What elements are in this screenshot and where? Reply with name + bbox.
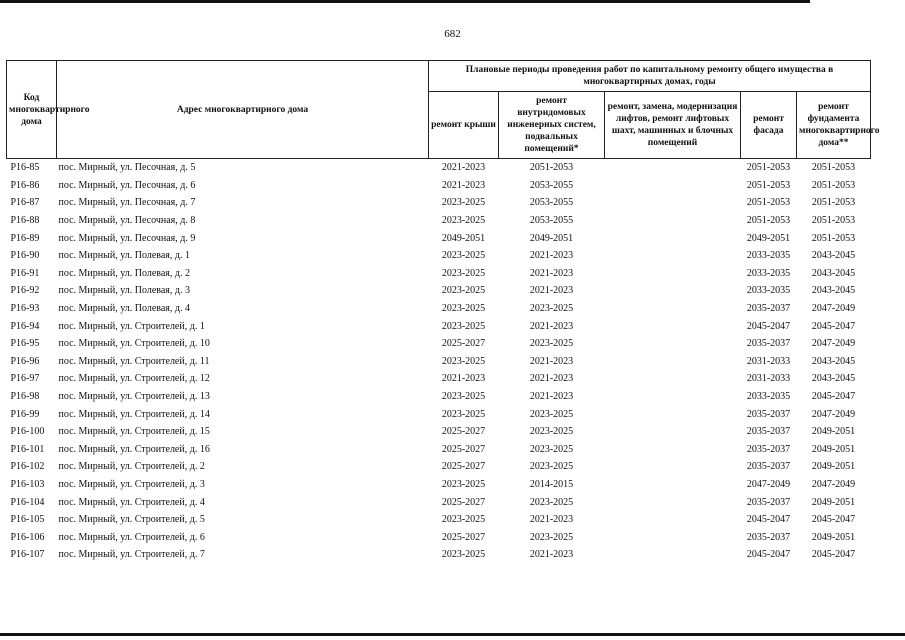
- cell-roof: 2023-2025: [441, 215, 486, 227]
- header-engineering: ремонт внутридомовых инженерных систем, подвальных помещений*: [499, 92, 605, 159]
- page-number: 682: [444, 28, 461, 40]
- cell-roof: 2023-2025: [441, 514, 486, 526]
- cell-code: Р16-98: [10, 391, 40, 403]
- cell-foundation: 2049-2051: [811, 531, 856, 543]
- cell-address: пос. Мирный, ул. Строителей, д. 14: [58, 408, 210, 420]
- cell-roof: 2023-2025: [441, 250, 486, 262]
- cell-roof: 2023-2025: [441, 355, 486, 367]
- table-row: [7, 370, 871, 388]
- cell-foundation: 2049-2051: [811, 443, 856, 455]
- cell-elevators: [605, 177, 741, 195]
- cell-elevators: [605, 194, 741, 212]
- table-row: [7, 405, 871, 423]
- cell-code: Р16-106: [10, 531, 45, 543]
- cell-address: пос. Мирный, ул. Песочная, д. 8: [58, 215, 196, 227]
- cell-elevators: [605, 388, 741, 406]
- cell-elevators: [605, 353, 741, 371]
- cell-facade: 2051-2053: [746, 215, 791, 227]
- cell-roof: 2023-2025: [441, 391, 486, 403]
- cell-roof: 2025-2027: [441, 443, 486, 455]
- cell-elevators: [605, 229, 741, 247]
- cell-elevators: [605, 265, 741, 283]
- table-row: [7, 353, 871, 371]
- cell-code: Р16-93: [10, 303, 40, 315]
- cell-facade: 2033-2035: [746, 250, 791, 262]
- cell-elevators: [605, 441, 741, 459]
- cell-engineering: 2014-2015: [529, 478, 574, 490]
- cell-address: пос. Мирный, ул. Строителей, д. 15: [58, 426, 210, 438]
- table-row: [7, 458, 871, 476]
- cell-address: пос. Мирный, ул. Строителей, д. 11: [58, 355, 210, 367]
- cell-code: Р16-105: [10, 514, 45, 526]
- cell-engineering: 2053-2055: [529, 215, 574, 227]
- table-row: [7, 265, 871, 283]
- table-row: [7, 317, 871, 335]
- cell-roof: 2023-2025: [441, 478, 486, 490]
- cell-address: пос. Мирный, ул. Полевая, д. 1: [58, 250, 190, 262]
- cell-roof: 2021-2023: [441, 179, 486, 191]
- cell-roof: 2023-2025: [441, 408, 486, 420]
- cell-engineering: 2021-2023: [529, 355, 574, 367]
- cell-facade: 2045-2047: [746, 549, 791, 561]
- cell-foundation: 2043-2045: [811, 267, 856, 279]
- cell-code: Р16-85: [10, 162, 40, 174]
- table-body: [7, 159, 871, 564]
- cell-foundation: 2051-2053: [811, 197, 856, 209]
- cell-address: пос. Мирный, ул. Строителей, д. 10: [58, 338, 210, 350]
- cell-engineering: 2021-2023: [529, 549, 574, 561]
- cell-engineering: 2021-2023: [529, 514, 574, 526]
- cell-engineering: 2021-2023: [529, 285, 574, 297]
- cell-facade: 2035-2037: [746, 408, 791, 420]
- cell-facade: 2049-2051: [746, 232, 791, 244]
- cell-elevators: [605, 458, 741, 476]
- cell-facade: 2033-2035: [746, 391, 791, 403]
- cell-roof: 2023-2025: [441, 197, 486, 209]
- cell-address: пос. Мирный, ул. Песочная, д. 5: [58, 162, 196, 174]
- cell-foundation: 2051-2053: [811, 215, 856, 227]
- cell-facade: 2031-2033: [746, 355, 791, 367]
- cell-facade: 2033-2035: [746, 267, 791, 279]
- cell-elevators: [605, 317, 741, 335]
- table-row: [7, 300, 871, 318]
- cell-code: Р16-104: [10, 496, 45, 508]
- cell-roof: 2023-2025: [441, 267, 486, 279]
- table-row: [7, 388, 871, 406]
- cell-engineering: 2023-2025: [529, 496, 574, 508]
- cell-code: Р16-90: [10, 250, 40, 262]
- cell-roof: 2025-2027: [441, 531, 486, 543]
- cell-roof: 2025-2027: [441, 338, 486, 350]
- table-header: [7, 61, 880, 159]
- cell-facade: 2051-2053: [746, 179, 791, 191]
- cell-engineering: 2049-2051: [529, 232, 574, 244]
- table-row: [7, 335, 871, 353]
- cell-roof: 2023-2025: [441, 320, 486, 332]
- header-roof: ремонт крыши: [429, 92, 499, 159]
- cell-address: пос. Мирный, ул. Строителей, д. 6: [58, 531, 205, 543]
- cell-code: Р16-89: [10, 232, 40, 244]
- cell-facade: 2047-2049: [746, 478, 791, 490]
- cell-foundation: 2043-2045: [811, 373, 856, 385]
- cell-roof: 2025-2027: [441, 426, 486, 438]
- cell-address: пос. Мирный, ул. Строителей, д. 3: [58, 478, 205, 490]
- table-row: [7, 177, 871, 195]
- cell-address: пос. Мирный, ул. Строителей, д. 16: [58, 443, 210, 455]
- cell-engineering: 2023-2025: [529, 461, 574, 473]
- header-periods: Плановые периоды проведения работ по капитальному ремонту общего имущества в многоквартирных домах, годы: [429, 61, 871, 92]
- cell-address: пос. Мирный, ул. Строителей, д. 7: [58, 549, 205, 561]
- cell-elevators: [605, 247, 741, 265]
- cell-code: Р16-107: [10, 549, 45, 561]
- cell-engineering: 2021-2023: [529, 267, 574, 279]
- cell-elevators: [605, 300, 741, 318]
- table-row: [7, 423, 871, 441]
- cell-code: Р16-97: [10, 373, 40, 385]
- cell-address: пос. Мирный, ул. Полевая, д. 4: [58, 303, 190, 315]
- cell-elevators: [605, 511, 741, 529]
- header-elevators: ремонт, замена, модернизация лифтов, ремонт лифтовых шахт, машинных и блочных помещений: [605, 92, 741, 159]
- header-foundation: ремонт фундамента многоквартирного дома**: [797, 92, 871, 159]
- cell-foundation: 2043-2045: [811, 250, 856, 262]
- cell-foundation: 2045-2047: [811, 549, 856, 561]
- table-row: [7, 194, 871, 212]
- cell-roof: 2023-2025: [441, 285, 486, 297]
- table-row: [7, 546, 871, 564]
- cell-roof: 2021-2023: [441, 162, 486, 174]
- header-address: Адрес многоквартирного дома: [57, 61, 429, 159]
- cell-engineering: 2023-2025: [529, 426, 574, 438]
- cell-address: пос. Мирный, ул. Полевая, д. 2: [58, 267, 190, 279]
- cell-code: Р16-99: [10, 408, 40, 420]
- cell-foundation: 2049-2051: [811, 461, 856, 473]
- cell-foundation: 2051-2053: [811, 232, 856, 244]
- table-row: [7, 511, 871, 529]
- cell-engineering: 2023-2025: [529, 338, 574, 350]
- cell-elevators: [605, 159, 741, 177]
- cell-facade: 2033-2035: [746, 285, 791, 297]
- cell-facade: 2035-2037: [746, 496, 791, 508]
- cell-foundation: 2049-2051: [811, 426, 856, 438]
- cell-elevators: [605, 546, 741, 564]
- table-row: [7, 493, 871, 511]
- cell-engineering: 2051-2053: [529, 162, 574, 174]
- table-row: [7, 476, 871, 494]
- cell-code: Р16-86: [10, 179, 40, 191]
- cell-foundation: 2045-2047: [811, 514, 856, 526]
- cell-facade: 2035-2037: [746, 443, 791, 455]
- cell-roof: 2025-2027: [441, 461, 486, 473]
- cell-facade: 2035-2037: [746, 426, 791, 438]
- cell-code: Р16-91: [10, 267, 40, 279]
- cell-facade: 2045-2047: [746, 514, 791, 526]
- cell-code: Р16-92: [10, 285, 40, 297]
- top-rule: [0, 0, 810, 3]
- cell-foundation: 2049-2051: [811, 496, 856, 508]
- cell-foundation: 2051-2053: [811, 179, 856, 191]
- cell-roof: 2023-2025: [441, 549, 486, 561]
- cell-foundation: 2045-2047: [811, 320, 856, 332]
- cell-address: пос. Мирный, ул. Полевая, д. 3: [58, 285, 190, 297]
- cell-engineering: 2053-2055: [529, 197, 574, 209]
- cell-engineering: 2023-2025: [529, 443, 574, 455]
- bottom-rule: [0, 633, 905, 636]
- cell-code: Р16-96: [10, 355, 40, 367]
- cell-engineering: 2023-2025: [529, 531, 574, 543]
- cell-address: пос. Мирный, ул. Песочная, д. 6: [58, 179, 196, 191]
- cell-facade: 2035-2037: [746, 338, 791, 350]
- cell-code: Р16-102: [10, 461, 45, 473]
- cell-engineering: 2021-2023: [529, 250, 574, 262]
- cell-address: пос. Мирный, ул. Строителей, д. 2: [58, 461, 205, 473]
- cell-facade: 2035-2037: [746, 303, 791, 315]
- table-row: [7, 247, 871, 265]
- cell-elevators: [605, 476, 741, 494]
- cell-roof: 2025-2027: [441, 496, 486, 508]
- cell-engineering: 2023-2025: [529, 408, 574, 420]
- cell-address: пос. Мирный, ул. Строителей, д. 1: [58, 320, 205, 332]
- cell-foundation: 2047-2049: [811, 303, 856, 315]
- cell-address: пос. Мирный, ул. Песочная, д. 7: [58, 197, 196, 209]
- cell-facade: 2035-2037: [746, 531, 791, 543]
- cell-address: пос. Мирный, ул. Строителей, д. 13: [58, 391, 210, 403]
- capital-repair-table: [6, 60, 880, 564]
- cell-engineering: 2021-2023: [529, 373, 574, 385]
- cell-code: Р16-87: [10, 197, 40, 209]
- table-row: [7, 282, 871, 300]
- table-row: [7, 528, 871, 546]
- cell-roof: 2023-2025: [441, 303, 486, 315]
- cell-elevators: [605, 493, 741, 511]
- cell-address: пос. Мирный, ул. Строителей, д. 12: [58, 373, 210, 385]
- cell-elevators: [605, 370, 741, 388]
- cell-elevators: [605, 282, 741, 300]
- cell-foundation: 2043-2045: [811, 285, 856, 297]
- cell-code: Р16-103: [10, 478, 45, 490]
- cell-code: Р16-94: [10, 320, 40, 332]
- cell-code: Р16-95: [10, 338, 40, 350]
- cell-facade: 2051-2053: [746, 197, 791, 209]
- cell-code: Р16-101: [10, 443, 45, 455]
- cell-facade: 2031-2033: [746, 373, 791, 385]
- cell-facade: 2045-2047: [746, 320, 791, 332]
- cell-engineering: 2021-2023: [529, 391, 574, 403]
- cell-elevators: [605, 405, 741, 423]
- cell-code: Р16-100: [10, 426, 45, 438]
- cell-foundation: 2047-2049: [811, 408, 856, 420]
- table-row: [7, 212, 871, 230]
- header-code: Код многоквартирного дома: [7, 61, 57, 159]
- cell-elevators: [605, 212, 741, 230]
- cell-foundation: 2051-2053: [811, 162, 856, 174]
- table-row: [7, 441, 871, 459]
- cell-address: пос. Мирный, ул. Песочная, д. 9: [58, 232, 196, 244]
- cell-roof: 2021-2023: [441, 373, 486, 385]
- cell-foundation: 2047-2049: [811, 338, 856, 350]
- cell-elevators: [605, 335, 741, 353]
- cell-foundation: 2045-2047: [811, 391, 856, 403]
- table-row: [7, 229, 871, 247]
- cell-elevators: [605, 528, 741, 546]
- cell-roof: 2049-2051: [441, 232, 486, 244]
- cell-foundation: 2047-2049: [811, 478, 856, 490]
- cell-code: Р16-88: [10, 215, 40, 227]
- table-row: [7, 159, 871, 177]
- cell-engineering: 2053-2055: [529, 179, 574, 191]
- cell-engineering: 2021-2023: [529, 320, 574, 332]
- cell-engineering: 2023-2025: [529, 303, 574, 315]
- cell-facade: 2035-2037: [746, 461, 791, 473]
- header-facade: ремонт фасада: [741, 92, 797, 159]
- cell-foundation: 2043-2045: [811, 355, 856, 367]
- cell-elevators: [605, 423, 741, 441]
- cell-address: пос. Мирный, ул. Строителей, д. 5: [58, 514, 205, 526]
- cell-address: пос. Мирный, ул. Строителей, д. 4: [58, 496, 205, 508]
- cell-facade: 2051-2053: [746, 162, 791, 174]
